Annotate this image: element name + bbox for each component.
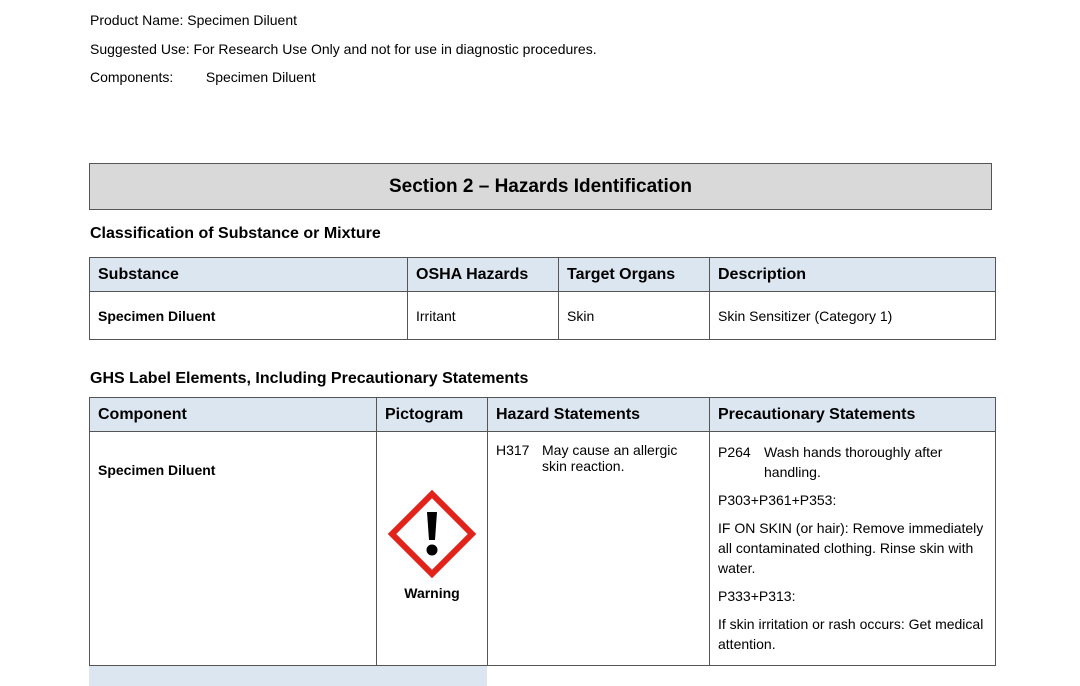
substance-cell: Specimen Diluent [90,292,408,340]
next-table-header-fragment [89,665,487,686]
precautionary-statements-cell [710,432,996,666]
table-row [90,432,996,666]
col-precautionary-statements: Precautionary Statements [710,398,996,432]
suggested-use-line [90,40,597,58]
p333-text: If skin irritation or rash occurs: Get medical attention. [718,616,984,652]
target-organs-cell: Skin [559,292,710,340]
signal-word: Warning [404,585,460,601]
col-description: Description [710,258,996,292]
next-table-border-fragment [487,665,993,666]
p303-text: IF ON SKIN (or hair): Remove immediately all contaminated clothing. Rinse skin with water. [718,520,984,576]
p264-text: Wash hands thoroughly after handling. [764,444,943,480]
product-name-label: Product Name: [90,12,184,28]
pictogram-cell [377,432,488,666]
ghs-table [89,397,996,666]
components-label: Components: [90,69,174,85]
ghs-header-row [90,398,996,432]
hazard-code: H317 [496,442,530,458]
section-2-title: Section 2 – Hazards Identification [388,175,693,197]
p303-code: P303+P361+P353: [718,492,837,508]
col-pictogram: Pictogram [377,398,488,432]
p264-statement [718,442,987,482]
classification-heading: Classification of Substance or Mixture [90,225,381,242]
col-target-organs: Target Organs [559,258,710,292]
col-component: Component [90,398,377,432]
components-line [90,68,316,86]
components-value: Specimen Diluent [205,69,316,85]
suggested-use-label: Suggested Use: [90,41,190,57]
description-cell: Skin Sensitizer (Category 1) [710,292,996,340]
hazard-text: May cause an allergic skin reaction. [542,442,678,474]
table-row [90,292,996,340]
section-2-header [89,163,992,210]
osha-hazards-cell: Irritant [408,292,559,340]
classification-table [89,257,996,340]
p333-code: P333+P313: [718,588,796,604]
col-substance: Substance [90,258,408,292]
product-name-line [90,11,297,29]
suggested-use-value: For Research Use Only and not for use in diagnostic procedures. [193,41,597,57]
col-hazard-statements: Hazard Statements [488,398,710,432]
p264-code: P264 [718,444,751,460]
ghs-heading: GHS Label Elements, Including Precautionary Statements [90,370,529,387]
hazard-statements-cell [488,432,710,666]
product-name-value: Specimen Diluent [187,12,297,28]
classification-header-row [90,258,996,292]
component-cell: Specimen Diluent [90,432,377,666]
col-osha-hazards: OSHA Hazards [408,258,559,292]
exclamation-mark-diamond-icon [388,490,476,578]
